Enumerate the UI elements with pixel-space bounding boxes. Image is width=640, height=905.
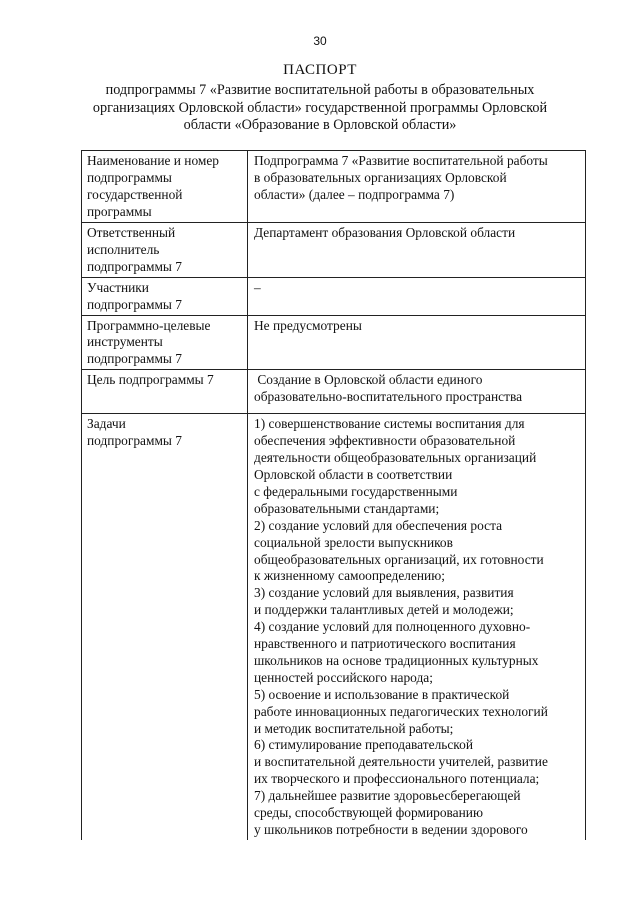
row-label bbox=[82, 151, 248, 223]
label-line: подпрограммы 7 bbox=[87, 296, 182, 312]
task-line: 5) освоение и использование в практической bbox=[254, 686, 510, 702]
label-line: Программно-целевые bbox=[87, 317, 211, 333]
table-row bbox=[82, 414, 586, 840]
task-line: нравственного и патриотического воспитания bbox=[254, 636, 516, 652]
table-row bbox=[82, 151, 586, 223]
task-line: 6) стимулирование преподавательской bbox=[254, 737, 473, 753]
value-line: Департамент образования Орловской области bbox=[254, 225, 516, 240]
label-line: программы bbox=[87, 203, 152, 219]
task-line: общеобразовательных организаций, их готовности bbox=[254, 551, 544, 567]
passport-table bbox=[81, 150, 586, 840]
row-value bbox=[248, 370, 586, 414]
page-number: 30 bbox=[313, 34, 327, 48]
row-label bbox=[82, 223, 248, 278]
row-label bbox=[82, 315, 248, 370]
label-line: подпрограммы 7 bbox=[87, 351, 182, 367]
document-title: ПАСПОРТ bbox=[283, 62, 357, 78]
label-line: инструменты bbox=[87, 334, 163, 350]
task-line: и поддержки талантливых детей и молодежи; bbox=[254, 602, 514, 618]
label-line: Участники bbox=[87, 279, 149, 295]
task-line: 2) создание условий для обеспечения роста bbox=[254, 517, 503, 533]
value-line: Создание в Орловской области единого bbox=[254, 372, 483, 388]
row-value bbox=[248, 414, 586, 840]
table-row bbox=[82, 315, 586, 370]
row-value bbox=[248, 277, 586, 315]
label-line: государственной bbox=[87, 186, 183, 202]
table-row bbox=[82, 223, 586, 278]
task-line: к жизненному самоопределению; bbox=[254, 568, 445, 584]
value-line: – bbox=[254, 279, 261, 295]
task-line: 4) создание условий для полноценного духовно- bbox=[254, 619, 531, 635]
task-line: работе инновационных педагогических технологий bbox=[254, 703, 548, 719]
task-line: с федеральными государственными bbox=[254, 483, 458, 499]
task-line: у школьников потребности в ведении здорового bbox=[254, 822, 528, 837]
value-line: области» (далее – подпрограмма 7) bbox=[254, 186, 455, 202]
label-line: Цель подпрограммы 7 bbox=[87, 372, 214, 388]
subtitle-line: области «Образование в Орловской области» bbox=[183, 117, 457, 133]
row-value bbox=[248, 223, 586, 278]
subtitle-line: организациях Орловской области» государственной программы Орловской bbox=[92, 99, 548, 116]
task-line: 3) создание условий для выявления, развития bbox=[254, 585, 514, 601]
row-label bbox=[82, 414, 248, 840]
table-row bbox=[82, 370, 586, 414]
row-label bbox=[82, 370, 248, 414]
task-line: и методик воспитательной работы; bbox=[254, 720, 454, 736]
task-line: Орловской области в соответствии bbox=[254, 466, 453, 482]
table-row bbox=[82, 277, 586, 315]
task-line: 7) дальнейшее развитие здоровьесберегающей bbox=[254, 788, 521, 804]
label-line: подпрограммы 7 bbox=[87, 258, 182, 274]
value-line: Подпрограмма 7 «Развитие воспитательной работы bbox=[254, 153, 548, 168]
subtitle-line: подпрограммы 7 «Развитие воспитательной работы в образовательных bbox=[105, 82, 535, 98]
task-line: социальной зрелости выпускников bbox=[254, 534, 453, 550]
task-line: обеспечения эффективности образовательной bbox=[254, 433, 516, 449]
label-line: Задачи bbox=[87, 416, 126, 432]
task-line: их творческого и профессионального потенциала; bbox=[254, 771, 540, 787]
value-line: Не предусмотрены bbox=[254, 317, 362, 333]
label-line: подпрограммы bbox=[87, 169, 172, 185]
label-line: Ответственный bbox=[87, 225, 176, 240]
task-line: среды, способствующей формированию bbox=[254, 805, 483, 821]
label-line: исполнитель bbox=[87, 241, 160, 257]
task-line: и воспитательной деятельности учителей, развитие bbox=[254, 754, 548, 770]
label-line: подпрограммы 7 bbox=[87, 433, 182, 449]
task-line: 1) совершенствование системы воспитания для bbox=[254, 416, 525, 432]
label-line: Наименование и номер bbox=[87, 153, 220, 168]
task-line: школьников на основе традиционных культурных bbox=[254, 652, 539, 668]
task-line: ценностей российского народа; bbox=[254, 669, 433, 685]
value-line: в образовательных организациях Орловской bbox=[254, 169, 507, 185]
row-value bbox=[248, 151, 586, 223]
task-line: образовательными стандартами; bbox=[254, 500, 440, 516]
row-label bbox=[82, 277, 248, 315]
row-value bbox=[248, 315, 586, 370]
value-line: образовательно-воспитательного пространства bbox=[254, 389, 523, 405]
document-subtitle bbox=[70, 82, 570, 135]
task-line: деятельности общеобразовательных организаций bbox=[254, 450, 537, 466]
